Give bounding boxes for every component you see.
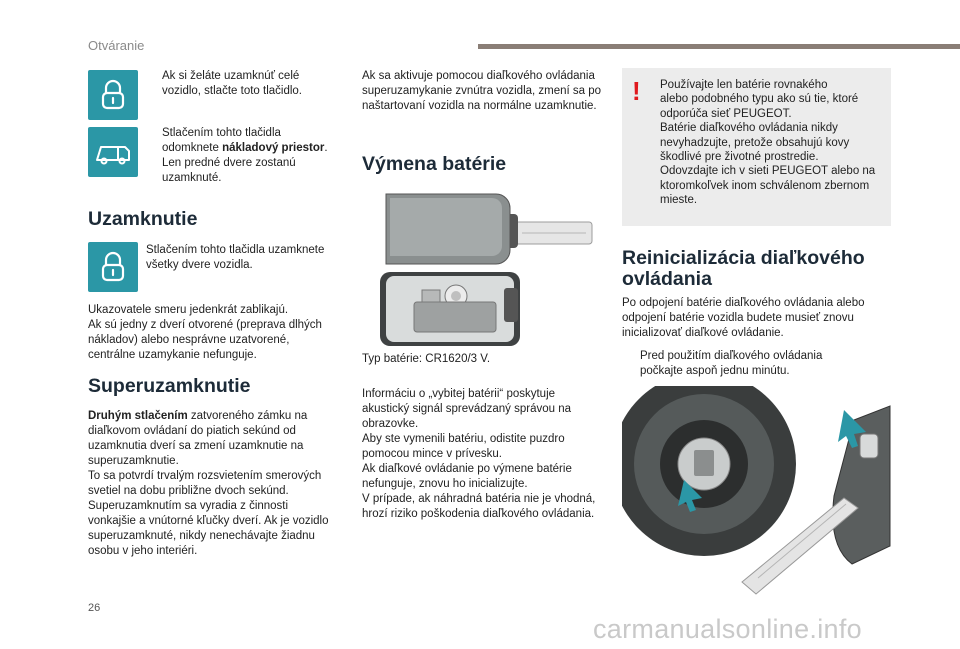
battery-type: Typ batérie: CR1620/3 V.	[362, 353, 491, 365]
cargo-instruction-3: Len predné dvere zostanú	[162, 157, 296, 169]
reinit-text-3: inicializovať diaľkové ovládanie.	[622, 327, 784, 339]
info-text-1: Informáciu o „vybitej batérii“ poskytuje	[362, 388, 556, 400]
super-text-8: vonkajšie a vnútorné kľučky dverí. Ak je vozidlo	[88, 515, 329, 527]
page-number: 26	[88, 602, 101, 614]
super-text-5: To sa potvrdí trvalým rozsvietením smerových	[88, 470, 322, 482]
indicators-text-4: centrálne uzamykanie nefunguje.	[88, 349, 257, 361]
intro-text-1: Ak sa aktivuje pomocou diaľkového ovládania	[362, 70, 595, 82]
info-text-2: akustický signál sprevádzaný správou na	[362, 403, 572, 415]
heading-reinicializacia-1: Reinicializácia diaľkového	[622, 247, 865, 269]
reinit-text-1: Po odpojení batérie diaľkového ovládania alebo	[622, 297, 865, 309]
indicators-text-2: Ak sú jedny z dverí otvorené (preprava dlhých	[88, 319, 322, 331]
heading-superuzamknutie: Superuzamknutie	[88, 375, 251, 397]
intro-text-2: superuzamykanie zvnútra vozidla, zmení sa po	[362, 85, 602, 97]
info-text-5: pomocou mince v prívesku.	[362, 448, 502, 460]
step-text-2: počkajte aspoň jednu minútu.	[640, 365, 790, 377]
reinit-text-2: odpojení batérie vozidla budete musieť znovu	[622, 312, 854, 324]
super-text-3: uzamknutia dverí sa zmení uzamknutie na	[88, 440, 304, 452]
super-text-4: superuzamknutie.	[88, 455, 179, 467]
section-title: Otváranie	[88, 38, 145, 53]
intro-text-3: naštartovaní vozidla na normálne uzamknutie.	[362, 100, 597, 112]
cargo-instruction-2: odomknete nákladový priestor.	[162, 142, 328, 154]
warning-box	[622, 68, 891, 226]
uzamknutie-text-2: všetky dvere vozidla.	[146, 259, 253, 271]
info-text-6: Ak diaľkové ovládanie po výmene batérie	[362, 463, 572, 475]
info-text-4: Aby ste vymenili batériu, odistite puzdro	[362, 433, 565, 445]
super-text-10: osobu v jeho interiéri.	[88, 545, 198, 557]
header-bar	[478, 44, 960, 49]
lock-instruction-1: Ak si želáte uzamknúť celé	[162, 70, 300, 82]
uzamknutie-text-1: Stlačením tohto tlačidla uzamknete	[146, 244, 325, 256]
cargo-instruction-1: Stlačením tohto tlačidla	[162, 127, 281, 139]
ignition-key-illustration	[622, 386, 892, 598]
info-text-3: obrazovke.	[362, 418, 419, 430]
warning-icon: !	[632, 76, 641, 106]
indicators-text-1: Ukazovatele smeru jedenkrát zablikajú.	[88, 304, 289, 316]
key-battery-illustration	[372, 188, 594, 350]
super-text-2: diaľkovom ovládaní do piatich sekúnd od	[88, 425, 296, 437]
heading-reinicializacia-2: ovládania	[622, 268, 712, 290]
indicators-text-3: nákladov) alebo nesprávne uzatvorené,	[88, 334, 290, 346]
info-text-7: nefunguje, znovu ho inicializujte.	[362, 478, 528, 490]
super-text-9: superuzamknuté, nikdy nenechávajte žiadnu	[88, 530, 315, 542]
cargo-unlock-button-icon	[88, 127, 138, 177]
heading-vymena-baterie: Výmena batérie	[362, 153, 507, 175]
cargo-instruction-4: uzamknuté.	[162, 172, 222, 184]
info-text-8: V prípade, ak náhradná batéria nie je vhodná,	[362, 493, 596, 505]
step-text-1: Pred použitím diaľkového ovládania	[640, 350, 823, 362]
lock-button-icon	[88, 242, 138, 292]
super-text-7: Superuzamknutím sa vyradia z činnosti	[88, 500, 289, 512]
heading-uzamknutie: Uzamknutie	[88, 208, 198, 230]
warning-text: Používajte len batérie rovnakého alebo podobného typu ako sú tie, ktoré odporúča sieť PEUGEOT. Batérie diaľkového ovládania nikdy nevyhadzujte, pretože obsahujú kovy škodlivé pre životné prostredie. Odovzdajte ich v sieti PEUGEOT alebo na ktoromkoľvek inom schválenom zbernom mieste.	[660, 79, 876, 207]
lock-button-icon	[88, 70, 138, 120]
watermark: carmanualsonline.info	[593, 614, 862, 644]
super-text-6: svetiel na dobu približne dvoch sekúnd.	[88, 485, 289, 497]
info-text-9: hrozí riziko poškodenia diaľkového ovládania.	[362, 508, 595, 520]
super-text-1: Druhým stlačením zatvoreného zámku na	[88, 410, 308, 422]
lock-instruction-2: vozidlo, stlačte toto tlačidlo.	[162, 85, 302, 97]
